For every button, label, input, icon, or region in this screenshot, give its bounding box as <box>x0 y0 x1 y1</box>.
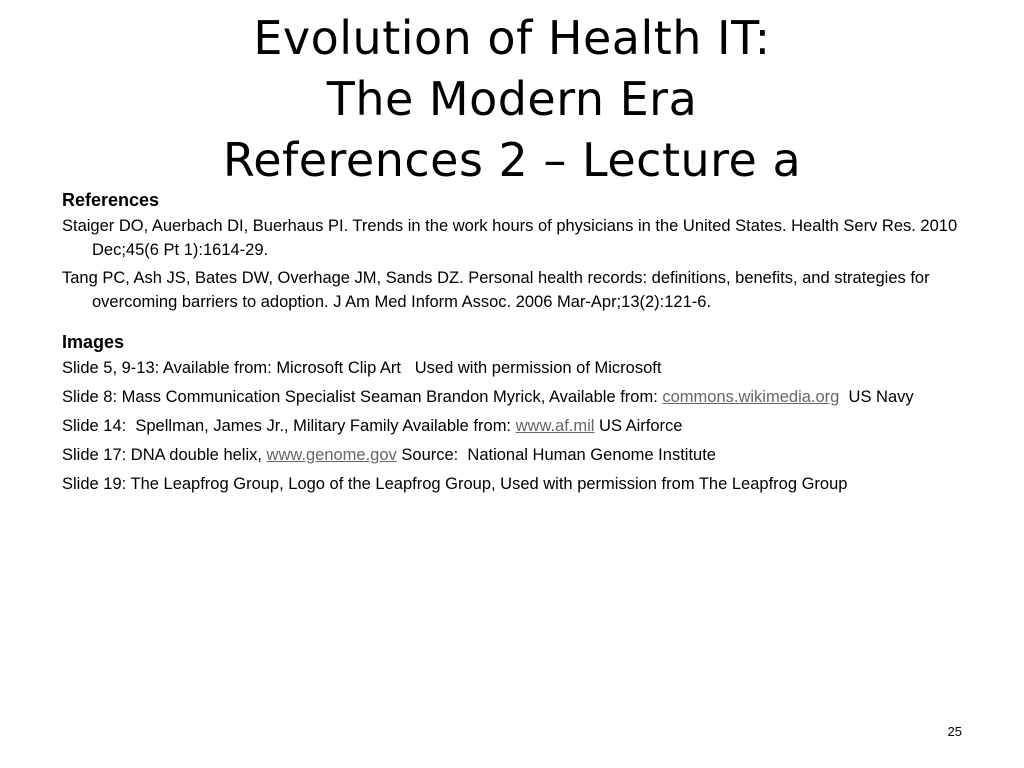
image-credit-5: Slide 19: The Leapfrog Group, Logo of the Leapfrog Group, Used with permission from The Leapfrog Group <box>62 475 848 493</box>
commons-wikimedia-link[interactable]: commons.wikimedia.org <box>662 388 840 406</box>
title-line-1: Evolution of Health IT: <box>253 11 771 65</box>
image-credit-4-text: Slide 17: DNA double helix, <box>62 446 267 464</box>
reference-item-2: Tang PC, Ash JS, Bates DW, Overhage JM, Sands DZ. Personal health records: definitions, benefits, and strategies for overcoming barriers to adoption. J Am Med Inform Assoc. 2006 Mar-Apr;13(2):121-6. <box>62 269 930 311</box>
page-number: 25 <box>947 724 962 739</box>
images-heading: Images <box>62 332 125 352</box>
image-credit-2 <box>62 385 962 409</box>
image-credit-3 <box>62 414 962 438</box>
image-credit-2-text: Slide 8: Mass Communication Specialist Seaman Brandon Myrick, Available from: <box>62 388 663 406</box>
title-line-2: The Modern Era <box>326 72 698 126</box>
title-line-3: References 2 – Lecture a <box>222 133 802 187</box>
image-credit-4 <box>62 443 962 467</box>
slide-title <box>0 8 1024 191</box>
image-credit-3-text: Slide 14: Spellman, James Jr., Military Family Available from: <box>62 417 516 435</box>
slide-content <box>62 186 962 501</box>
image-credit-3-source: US Airforce <box>594 417 683 435</box>
references-heading: References <box>62 190 160 210</box>
af-mil-link[interactable]: www.af.mil <box>515 417 595 435</box>
genome-gov-link[interactable]: www.genome.gov <box>266 446 397 464</box>
reference-item-1: Staiger DO, Auerbach DI, Buerhaus PI. Trends in the work hours of physicians in the United States. Health Serv Res. 2010 Dec;45(6 Pt 1):1614-29. <box>62 217 958 259</box>
image-credit-1: Slide 5, 9-13: Available from: Microsoft Clip Art Used with permission of Microsoft <box>62 359 662 377</box>
image-credit-4-source: Source: National Human Genome Institute <box>396 446 716 464</box>
image-credit-2-source: US Navy <box>839 388 914 406</box>
